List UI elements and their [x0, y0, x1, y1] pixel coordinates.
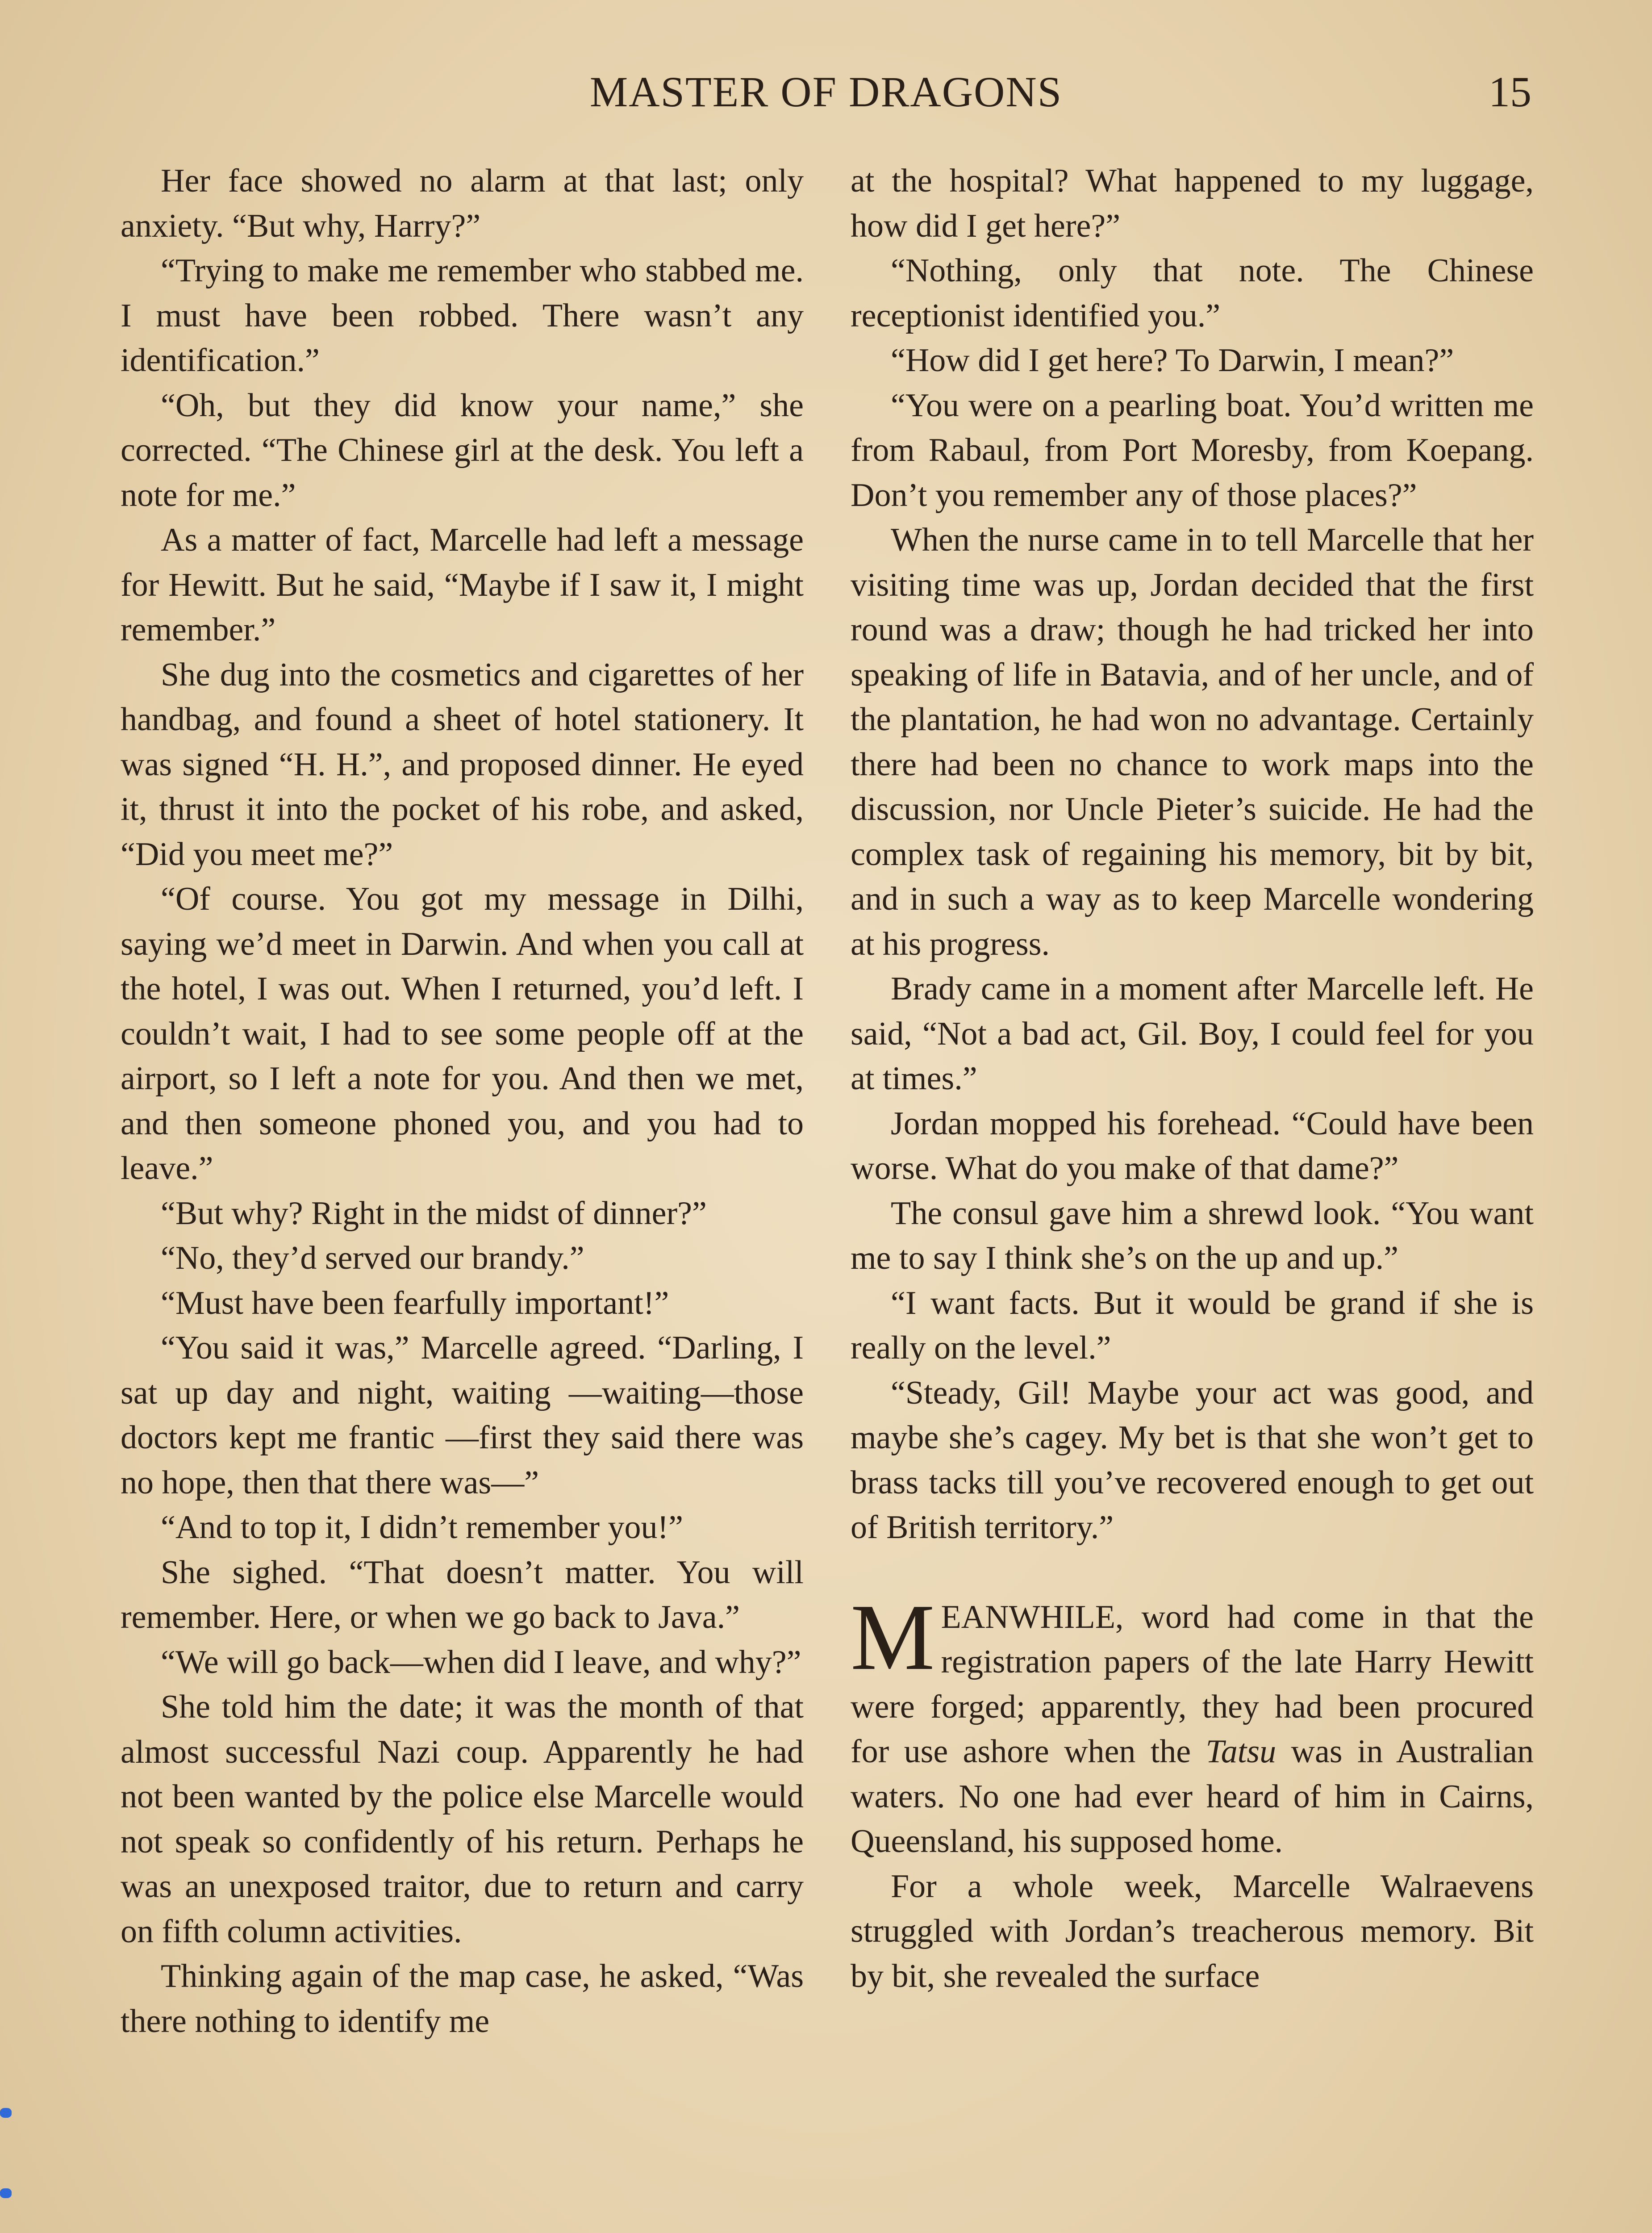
paragraph: She dug into the cosmetics and cigarettes of her handbag, and found a sheet of hotel stationery. It was signed “H. H.”, and proposed dinner. He eyed it, thrust it into the pocket of his robe, and asked, “Did you meet me?” [121, 656, 804, 873]
binder-hole-mark [0, 2108, 12, 2118]
paragraph: Brady came in a moment after Marcelle left. He said, “Not a bad act, Gil. Boy, I could feel for you at times.” [851, 970, 1534, 1097]
section-lead-text: EANWHILE, word had come in that the registration papers of the late Harry Hewitt were forged; apparently, they had been procured for use ashore when the [851, 1598, 1534, 1770]
continued-paragraph: at the hospital? What happened to my luggage, how did I get here?” [851, 163, 1534, 244]
paragraph: “You said it was,” Marcelle agreed. “Darling, I sat up day and night, waiting —waiting—those doctors kept me frantic —first they said there was no hope, then that there was—” [121, 1330, 804, 1501]
binder-hole-mark [0, 2188, 12, 2198]
paragraph: “Oh, but they did know your name,” she corrected. “The Chinese girl at the desk. You left a note for me.” [121, 387, 804, 514]
ship-name: Tatsu [1206, 1733, 1277, 1770]
paragraph: “Must have been fearfully important!” [161, 1284, 669, 1321]
paragraph: Thinking again of the map case, he asked, “Was there nothing to identify me [121, 1958, 804, 2040]
paragraph: For a whole week, Marcelle Walraevens struggled with Jordan’s treacherous memory. Bit by bit, she revealed the surface [851, 1868, 1534, 1995]
paragraph: “But why? Right in the midst of dinner?” [161, 1195, 707, 1232]
section-paragraph [851, 1584, 1534, 1864]
left-column [121, 159, 804, 2044]
paragraph: “No, they’d served our brandy.” [161, 1240, 584, 1276]
paragraph: Jordan mopped his forehead. “Could have been worse. What do you make of that dame?” [851, 1105, 1534, 1187]
paragraph: “We will go back—when did I leave, and why?” [161, 1643, 801, 1681]
paragraph: “How did I get here? To Darwin, I mean?” [891, 342, 1454, 379]
paragraph: She sighed. “That doesn’t matter. You will remember. Here, or when we go back to Java.” [121, 1554, 804, 1635]
drop-cap: M [851, 1584, 935, 1689]
paragraph: Her face showed no alarm at that last; only anxiety. “But why, Harry?” [121, 163, 804, 244]
paragraph: “You were on a pearling boat. You’d written me from Rabaul, from Port Moresby, from Koepang. Don’t you remember any of those places?” [851, 387, 1534, 514]
paragraph: “And to top it, I didn’t remember you!” [161, 1509, 684, 1546]
paragraph: The consul gave him a shrewd look. “You want me to say I think she’s on the up and up.” [851, 1195, 1534, 1276]
page-number: 15 [1489, 68, 1531, 116]
paragraph: “Nothing, only that note. The Chinese receptionist identified you.” [851, 252, 1534, 334]
paragraph: “I want facts. But it would be grand if she is really on the level.” [851, 1284, 1534, 1366]
section-rest-text: was in Australian waters. No one had ever heard of him in Cairns, Queensland, his supposed home. [851, 1733, 1534, 1860]
paragraph: “Of course. You got my message in Dilhi, saying we’d meet in Darwin. And when you call at the hotel, I was out. When I returned, you’d left. I couldn’t wait, I had to see some people off at the airport, so I left a note for you. And then we met, and then someone phoned you, and you had to leave.” [121, 881, 804, 1187]
running-header-title: MASTER OF DRAGONS [589, 68, 1063, 116]
paragraph: “Trying to make me remember who stabbed me. I must have been robbed. There wasn’t any identification.” [121, 252, 804, 379]
paragraph: She told him the date; it was the month of that almost successful Nazi coup. Apparently he had not been wanted by the police else Marcelle would not speak so confidently of his return. Perhaps he was an unexposed traitor, due to return and carry on fifth column activities. [121, 1689, 804, 1950]
paragraph: As a matter of fact, Marcelle had left a message for Hewitt. But he said, “Maybe if I saw it, I might remember.” [121, 522, 804, 648]
paragraph: When the nurse came in to tell Marcelle that her visiting time was up, Jordan decided that the first round was a draw; though he had tricked her into speaking of life in Batavia, and of her uncle, and of the plantation, he had won no advantage. Certainly there had been no chance to work maps into the discussion, nor Uncle Pieter’s suicide. He had the complex task of regaining his memory, bit by bit, and in such a way as to keep Marcelle wondering at his progress. [851, 522, 1534, 962]
right-column [851, 159, 1534, 1999]
paragraph: “Steady, Gil! Maybe your act was good, and maybe she’s cagey. My bet is that she won’t get to brass tacks till you’ve recovered enough to get out of British territory.” [851, 1374, 1534, 1546]
